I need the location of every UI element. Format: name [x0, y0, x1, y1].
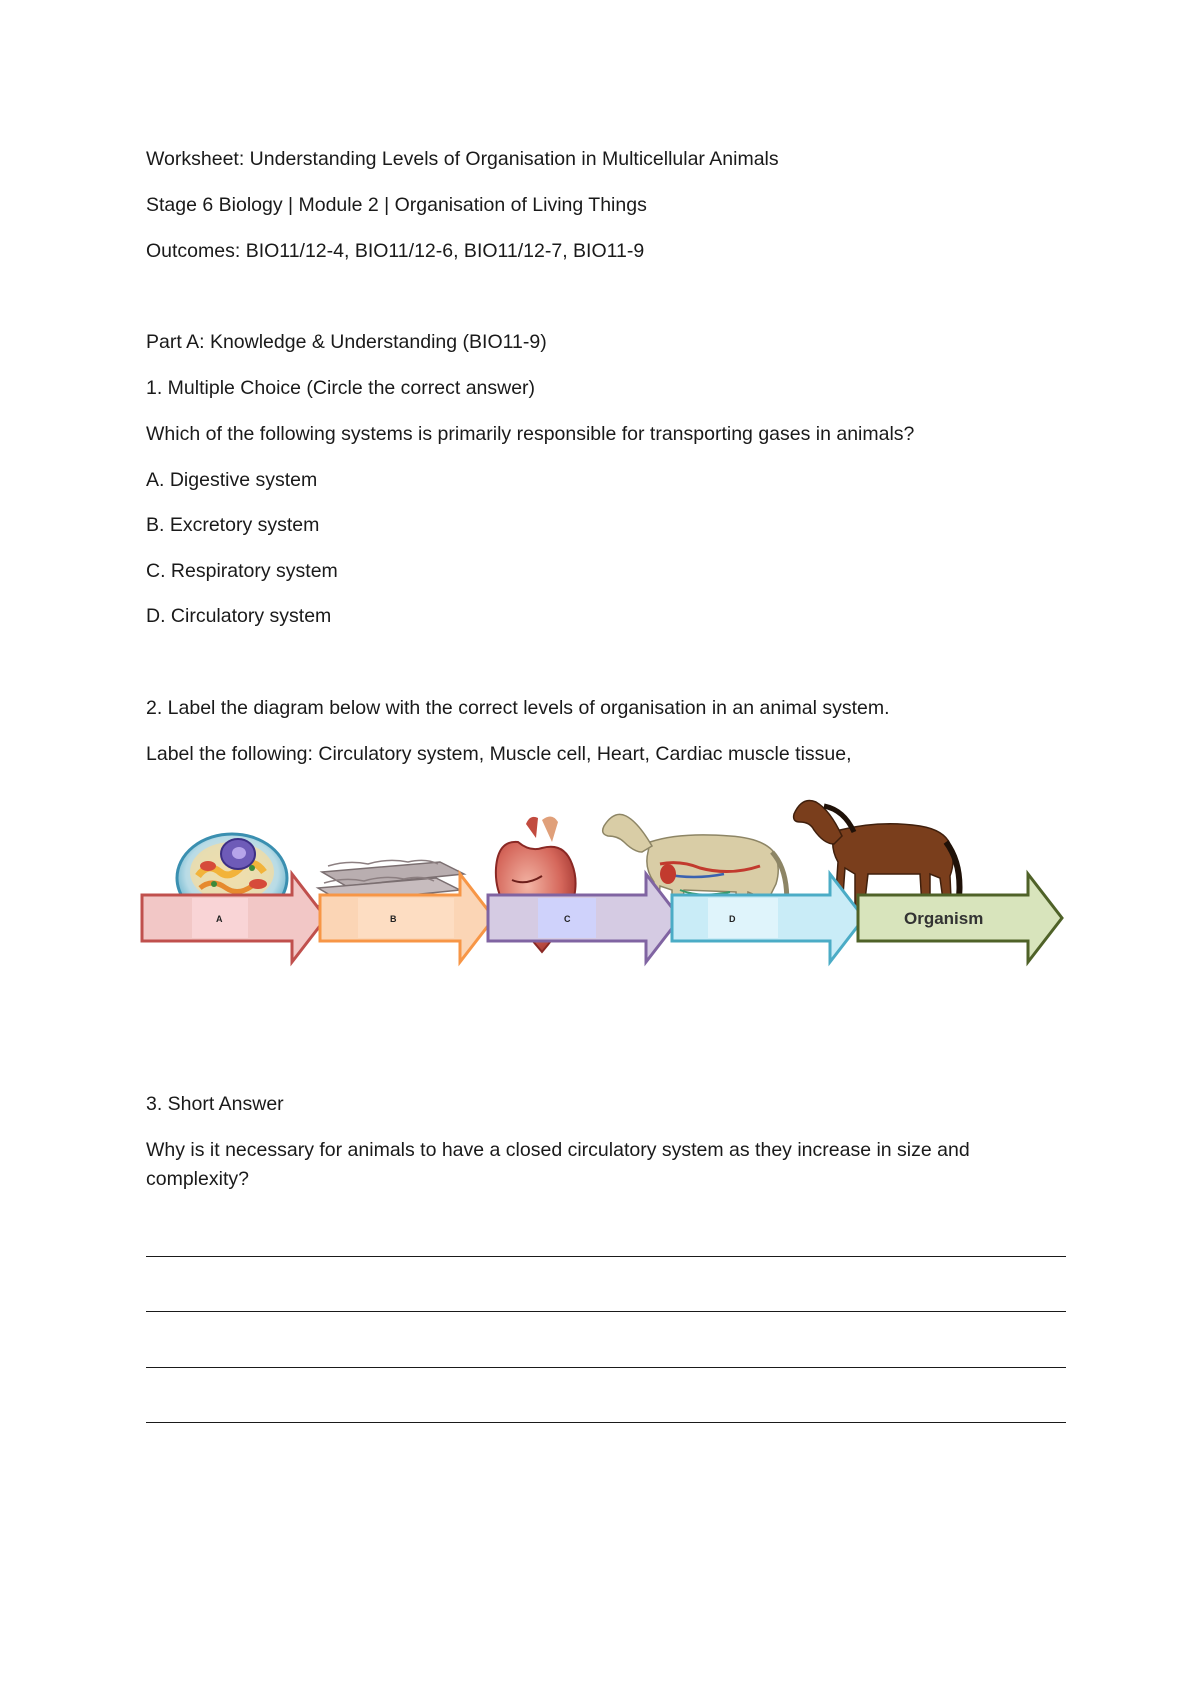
arrow-label-a: A	[216, 914, 223, 924]
answer-line[interactable]	[146, 1367, 1066, 1368]
q1-option-b[interactable]: B. Excretory system	[146, 514, 320, 536]
q3-title: 3. Short Answer	[146, 1093, 284, 1115]
q1-option-d[interactable]: D. Circulatory system	[146, 605, 332, 627]
levels-of-organisation-diagram	[140, 780, 1070, 1020]
q2-instruction: Label the following: Circulatory system, Muscle cell, Heart, Cardiac muscle tissue,	[146, 743, 852, 765]
arrow-label-b: B	[390, 914, 397, 924]
answer-line[interactable]	[146, 1422, 1066, 1423]
course-subtitle: Stage 6 Biology | Module 2 | Organisation of Living Things	[146, 194, 647, 216]
q3-question: Why is it necessary for animals to have a closed circulatory system as they increase in size and complexity?	[146, 1139, 970, 1190]
arrow-label-organism: Organism	[904, 909, 984, 928]
outcomes-line: Outcomes: BIO11/12-4, BIO11/12-6, BIO11/12-7, BIO11-9	[146, 240, 645, 262]
part-a-heading: Part A: Knowledge & Understanding (BIO11-9)	[146, 331, 547, 353]
q1-option-a[interactable]: A. Digestive system	[146, 469, 318, 491]
q2-title: 2. Label the diagram below with the correct levels of organisation in an animal system.	[146, 697, 890, 719]
q1-option-c[interactable]: C. Respiratory system	[146, 560, 338, 582]
worksheet-title: Worksheet: Understanding Levels of Organisation in Multicellular Animals	[146, 148, 779, 170]
arrow-label-c: C	[564, 914, 571, 924]
q1-title: 1. Multiple Choice (Circle the correct answer)	[146, 377, 536, 399]
answer-line[interactable]	[146, 1311, 1066, 1312]
answer-line[interactable]	[146, 1256, 1066, 1257]
q1-question: Which of the following systems is primarily responsible for transporting gases in animals?	[146, 423, 915, 445]
arrow-label-d: D	[729, 914, 736, 924]
